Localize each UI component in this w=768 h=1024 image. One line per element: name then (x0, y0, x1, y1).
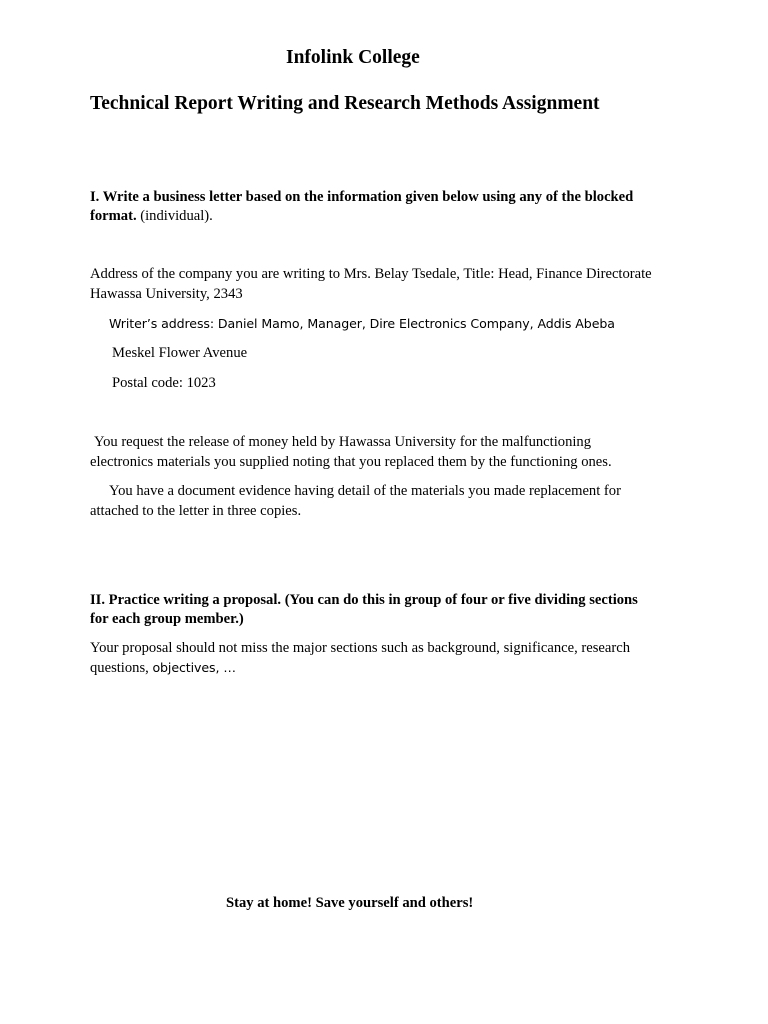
proposal-questions: questions, (90, 660, 153, 676)
instruction-paragraph2-line1: You have a document evidence having detail of the materials you made replacement for (109, 483, 621, 499)
section2-heading-line1: II. Practice writing a proposal. (You can do this in group of four or five dividing sections (90, 592, 638, 608)
recipient-address-line2: Hawassa University, 2343 (90, 286, 243, 302)
writer-address: Writer’s address: Daniel Mamo, Manager, Dire Electronics Company, Addis Abeba (109, 316, 615, 331)
proposal-instructions-line2 (90, 658, 236, 678)
proposal-objectives: objectives, … (152, 660, 236, 675)
proposal-instructions-line1: Your proposal should not miss the major sections such as background, significance, research (90, 640, 630, 656)
assignment-title: Technical Report Writing and Research Methods Assignment (90, 93, 600, 114)
instruction-paragraph1-line2: electronics materials you supplied noting that you replaced them by the functioning ones. (90, 454, 612, 470)
section1-heading-format: format. (90, 208, 137, 224)
writer-postal-code: Postal code: 1023 (112, 375, 216, 391)
footer-message: Stay at home! Save yourself and others! (226, 895, 474, 911)
recipient-address-line1: Address of the company you are writing to Mrs. Belay Tsedale, Title: Head, Finance Directorate (90, 266, 652, 282)
instruction-paragraph2-line2: attached to the letter in three copies. (90, 503, 302, 519)
college-title: Infolink College (286, 47, 420, 68)
section1-heading-line2 (90, 206, 213, 226)
section2-heading-line2: for each group member.) (90, 611, 244, 627)
writer-street: Meskel Flower Avenue (112, 345, 248, 361)
instruction-paragraph1-line1: You request the release of money held by Hawassa University for the malfunctioning (94, 434, 592, 450)
section1-heading-individual: (individual). (136, 208, 213, 224)
section1-heading-line1: I. Write a business letter based on the information given below using any of the blocked (90, 189, 634, 205)
